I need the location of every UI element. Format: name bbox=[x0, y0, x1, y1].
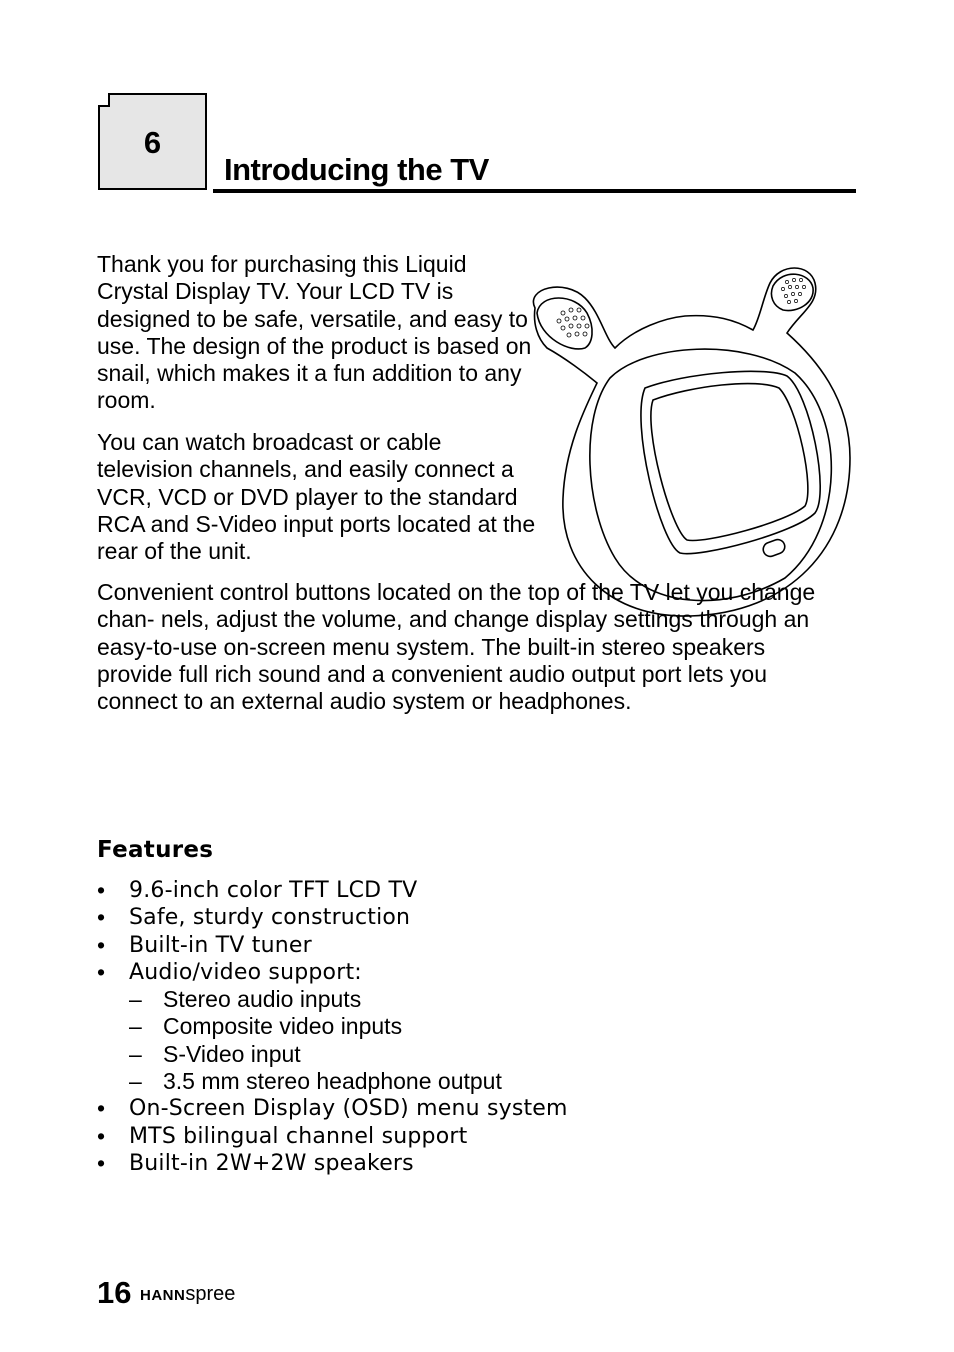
dash-marker: – bbox=[129, 986, 142, 1013]
tv-illustration bbox=[525, 258, 860, 620]
intro-paragraph-3: Convenient control buttons located on the top of the TV let you change chan- nels, adjust the volume, and change display settings through an easy-to-use on-screen menu system. The built-in stereo speakers provide full rich sound and a convenient audio output port lets you connect to an external audio system or headphones. bbox=[97, 579, 816, 715]
speaker-holes-left bbox=[557, 308, 589, 337]
chapter-number: 6 bbox=[143, 125, 162, 160]
bullet-marker: • bbox=[97, 1095, 106, 1122]
power-button-icon bbox=[761, 538, 786, 559]
brand-light: spree bbox=[185, 1283, 236, 1305]
tv-screen bbox=[651, 384, 808, 541]
dash-marker: – bbox=[129, 1013, 142, 1040]
brand-bold: HANN bbox=[140, 1287, 186, 1304]
bullet-marker: • bbox=[97, 958, 106, 985]
bullet-marker: • bbox=[97, 1122, 106, 1149]
chapter-tab bbox=[98, 93, 207, 190]
tv-body-outline bbox=[533, 268, 850, 616]
speaker-holes-right bbox=[781, 278, 805, 303]
intro-paragraph-1: Thank you for purchasing this Liquid Crystal Display TV. Your LCD TV is designed to be safe, versatile, and easy to use. The design of the product is based on snail, which makes it a fun addition to any room. bbox=[97, 251, 532, 414]
page-title: Introducing the TV bbox=[224, 152, 489, 187]
features-heading: Features bbox=[97, 837, 214, 863]
bullet-marker: • bbox=[97, 877, 106, 903]
dash-marker: – bbox=[129, 1068, 142, 1095]
title-rule bbox=[213, 189, 856, 193]
intro-paragraph-2: You can watch broadcast or cable television channels, and easily connect a VCR, VCD or DVD player to the standard RCA and S-Video input ports located at the rear of the unit. bbox=[97, 429, 536, 565]
page-number: 16 bbox=[97, 1275, 132, 1310]
chapter-tab-notch bbox=[98, 93, 110, 107]
bullet-marker: • bbox=[97, 931, 106, 958]
bullet-marker: • bbox=[97, 1149, 106, 1176]
brand-logo bbox=[140, 1283, 235, 1306]
tv-screen-bezel bbox=[641, 371, 820, 553]
bullet-marker: • bbox=[97, 904, 106, 931]
dash-marker: – bbox=[129, 1040, 142, 1067]
left-ear-inner bbox=[537, 298, 592, 349]
